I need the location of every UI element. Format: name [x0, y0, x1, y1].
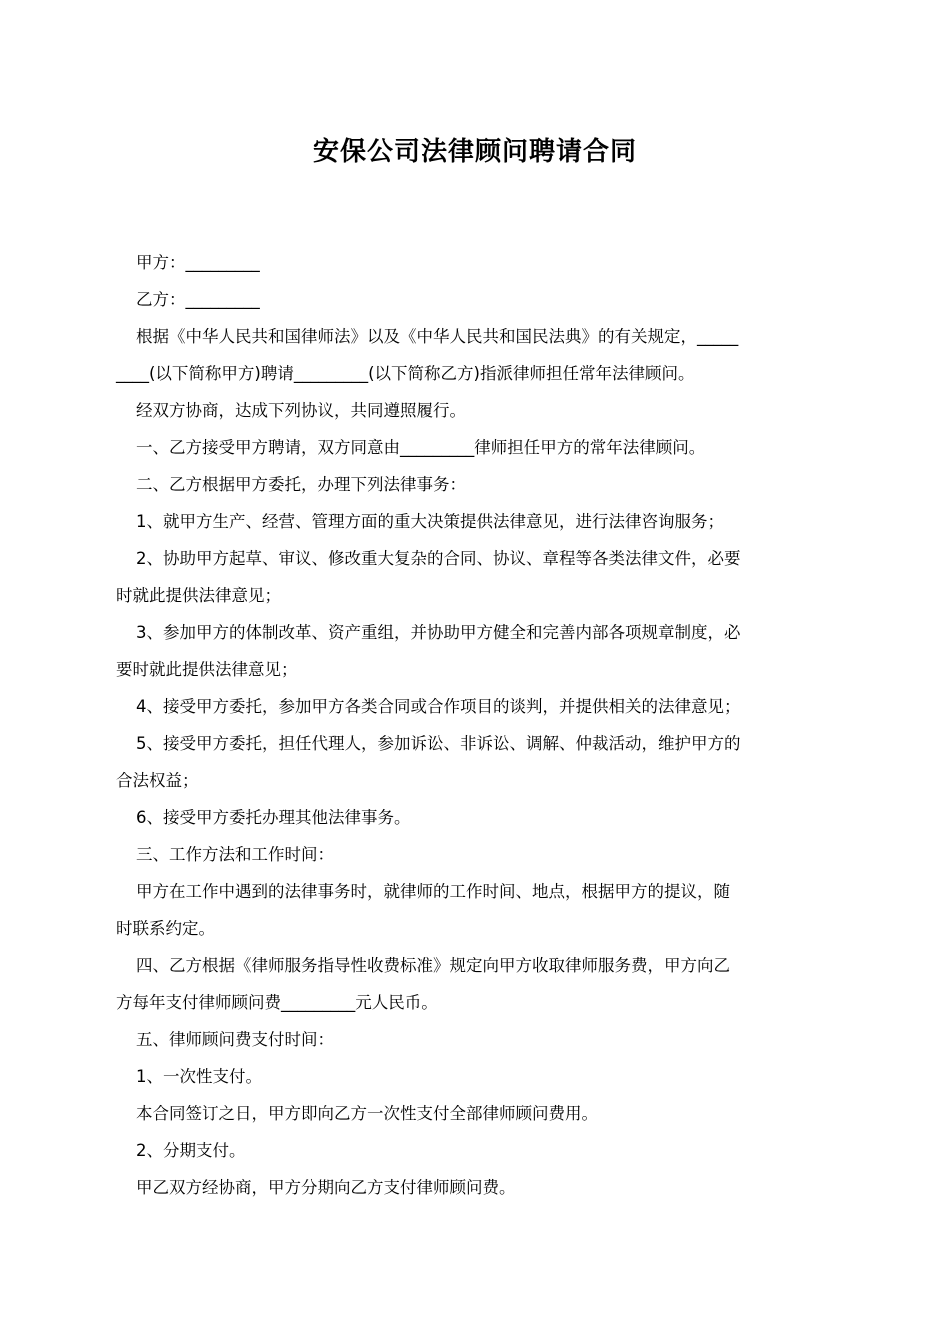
list-item: 3、参加甲方的体制改革、资产重组，并协助甲方健全和完善内部各项规章制度，必 [136, 623, 741, 642]
clause-heading: 五、律师顾问费支付时间： [136, 1030, 334, 1049]
clause-heading: 三、工作方法和工作时间： [136, 845, 334, 864]
paragraph-line: 时联系约定。 [116, 919, 215, 938]
party-b-line: 乙方：_________ [136, 290, 260, 309]
list-item: 6、接受甲方委托办理其他法律事务。 [136, 808, 411, 827]
list-item-continuation: 合法权益； [116, 771, 199, 790]
paragraph-line: 方每年支付律师顾问费_________元人民币。 [116, 993, 438, 1012]
list-item-continuation: 时就此提供法律意见； [116, 586, 281, 605]
clause-heading: 四、乙方根据《律师服务指导性收费标准》规定向甲方收取律师服务费，甲方向乙 [136, 956, 730, 975]
document-title: 安保公司法律顾问聘请合同 [312, 137, 637, 167]
list-item-continuation: 要时就此提供法律意见； [116, 660, 298, 679]
paragraph-line: ____(以下简称甲方)聘请_________(以下简称乙方)指派律师担任常年法律顾问。 [116, 364, 695, 383]
clause-heading: 二、乙方根据甲方委托，办理下列法律事务： [136, 475, 466, 494]
party-a-line: 甲方：_________ [136, 253, 260, 272]
paragraph-line: 本合同签订之日，甲方即向乙方一次性支付全部律师顾问费用。 [136, 1104, 598, 1123]
list-item: 1、一次性支付。 [136, 1067, 262, 1086]
paragraph-line: 经双方协商，达成下列协议，共同遵照履行。 [136, 401, 466, 420]
document-body [116, 244, 836, 1206]
paragraph-line: 根据《中华人民共和国律师法》以及《中华人民共和国民法典》的有关规定，_____ [136, 327, 739, 346]
paragraph-line: 甲乙双方经协商，甲方分期向乙方支付律师顾问费。 [136, 1178, 516, 1197]
list-item: 5、接受甲方委托，担任代理人，参加诉讼、非诉讼、调解、仲裁活动，维护甲方的 [136, 734, 741, 753]
list-item: 2、分期支付。 [136, 1141, 246, 1160]
paragraph-line: 甲方在工作中遇到的法律事务时，就律师的工作时间、地点，根据甲方的提议，随 [136, 882, 730, 901]
clause-heading: 一、乙方接受甲方聘请，双方同意由_________律师担任甲方的常年法律顾问。 [136, 438, 706, 457]
list-item: 2、协助甲方起草、审议、修改重大复杂的合同、协议、章程等各类法律文件，必要 [136, 549, 741, 568]
list-item: 4、接受甲方委托，参加甲方各类合同或合作项目的谈判，并提供相关的法律意见； [136, 697, 741, 716]
list-item: 1、就甲方生产、经营、管理方面的重大决策提供法律意见，进行法律咨询服务； [136, 512, 724, 531]
